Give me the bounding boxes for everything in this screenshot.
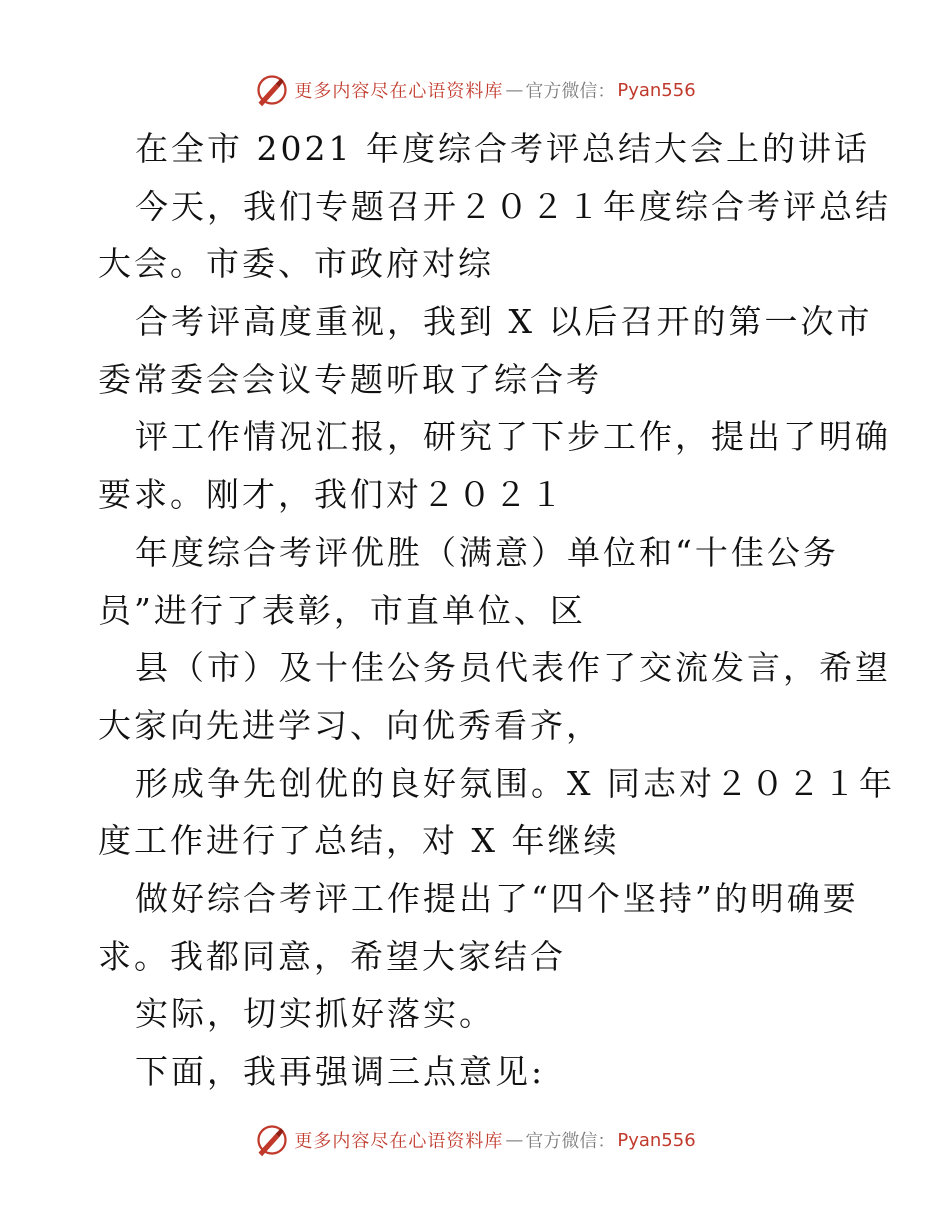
paragraph-line: 年度综合考评优胜（满意）单位和“十佳公务 xyxy=(135,532,839,572)
wechat-label: 官方微信： xyxy=(525,81,616,102)
watermark-text: 更多内容尽在心语资料库 xyxy=(294,81,504,102)
pen-logo-icon xyxy=(254,72,290,108)
watermark-dash: — xyxy=(505,79,524,101)
paragraph-line: 委常委会会议专题听取了综合考 xyxy=(98,359,602,399)
paragraph-line: 评工作情况汇报，研究了下步工作，提出了明确 xyxy=(135,417,891,457)
paragraph-line: 合考评高度重视，我到 X 以后召开的第一次市 xyxy=(135,302,873,342)
header-watermark xyxy=(0,70,950,110)
paragraph-line: 县（市）及十佳公务员代表作了交流发言，希望 xyxy=(135,648,891,688)
paragraph-line: 员”进行了表彰，市直单位、区 xyxy=(98,590,586,630)
paragraph-line: 要求。刚才，我们对２０２１ xyxy=(98,475,566,515)
document-body xyxy=(98,120,895,1101)
paragraph-line: 下面，我再强调三点意见: xyxy=(135,1052,546,1091)
paragraph-line: 度工作进行了总结，对 X 年继续 xyxy=(98,821,620,861)
paragraph-line: 大会。市委、市政府对综 xyxy=(98,244,494,284)
paragraph-line: 求。我都同意，希望大家结合 xyxy=(98,936,566,976)
footer-watermark xyxy=(0,1120,950,1160)
paragraph-line: 形成争先创优的良好氛围。X 同志对２０２１年 xyxy=(135,763,895,803)
pen-logo-icon xyxy=(254,1122,290,1158)
paragraph-line: 大家向先进学习、向优秀看齐， xyxy=(98,705,602,745)
watermark-text: 更多内容尽在心语资料库 xyxy=(294,1131,504,1152)
paragraph-line: 做好综合考评工作提出了“四个坚持”的明确要 xyxy=(135,878,859,918)
document-title: 在全市 2021 年度综合考评总结大会上的讲话 xyxy=(135,129,870,168)
watermark-dash: — xyxy=(505,1129,524,1151)
wechat-id: Pyan556 xyxy=(617,1129,696,1151)
wechat-id: Pyan556 xyxy=(617,79,696,101)
paragraph-line: 实际，切实抓好落实。 xyxy=(135,994,495,1034)
wechat-label: 官方微信： xyxy=(525,1131,616,1152)
paragraph-line: 今天，我们专题召开２０２１年度综合考评总结 xyxy=(135,186,891,226)
